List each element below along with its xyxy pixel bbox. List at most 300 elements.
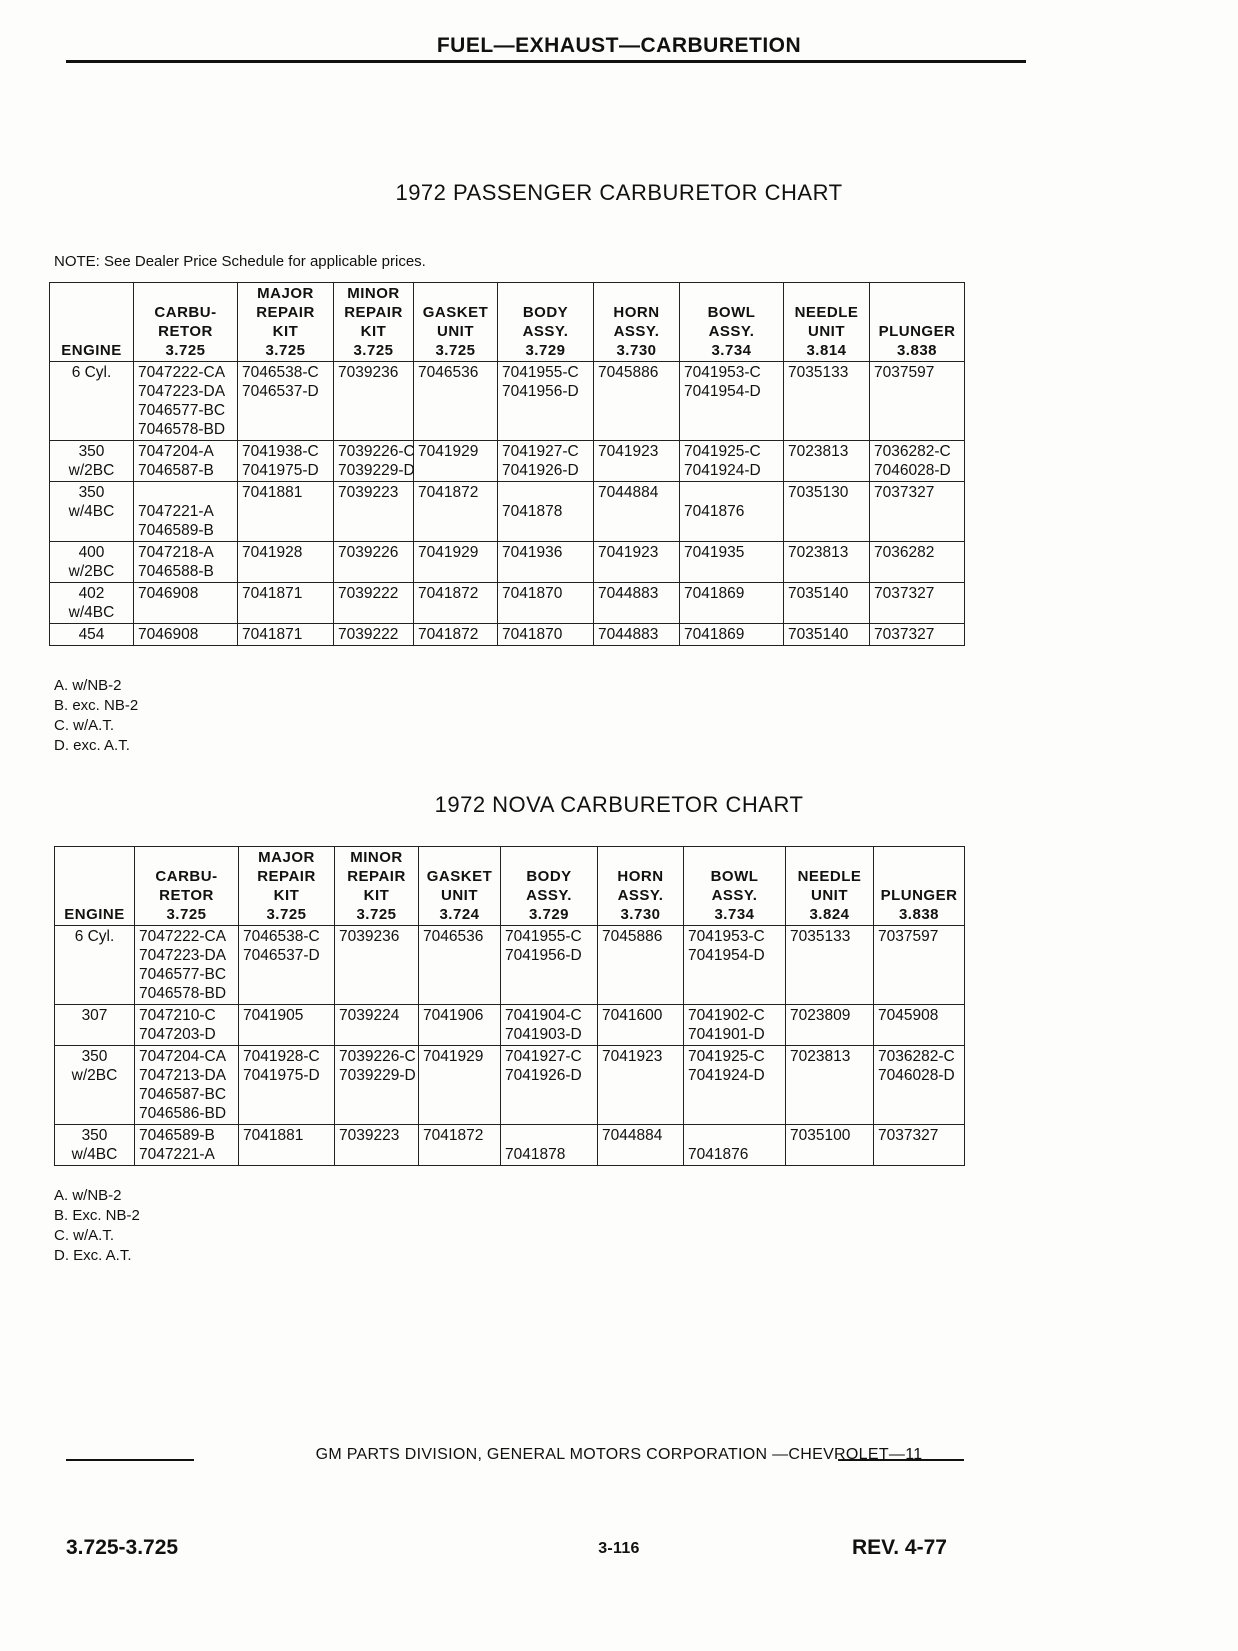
- part-number-cell: [786, 1046, 874, 1125]
- column-header: [134, 283, 238, 362]
- section-range: 3.725-3.725: [66, 1536, 179, 1559]
- cell-line: w/2BC: [68, 563, 115, 580]
- column-header: [501, 847, 598, 926]
- part-number-cell: [135, 1005, 239, 1046]
- cell-line: w/4BC: [68, 503, 115, 520]
- header-line: ASSY.: [526, 887, 572, 904]
- part-number-cell: [498, 362, 594, 441]
- header-line: RETOR: [159, 887, 214, 904]
- header-line: UNIT: [437, 323, 474, 340]
- cell-line: 7047213-DA: [139, 1067, 227, 1084]
- cell-line: 7023813: [788, 443, 849, 460]
- footnote: C. w/A.T.: [54, 717, 115, 734]
- cell-line: 7041878: [505, 1146, 566, 1163]
- header-line: [602, 848, 679, 867]
- footnote: D. exc. A.T.: [54, 737, 130, 754]
- engine-cell: [50, 542, 134, 583]
- cell-line: 7035133: [790, 928, 851, 945]
- part-number-cell: [680, 583, 784, 624]
- cell-line: 7041938-C: [242, 443, 319, 460]
- engine-cell: [50, 583, 134, 624]
- cell-line: 7041925-C: [688, 1048, 765, 1065]
- header-line: REPAIR: [344, 304, 403, 321]
- cell-line: 7039223: [338, 484, 399, 501]
- part-number-cell: [239, 1005, 335, 1046]
- cell-line: 7041924-D: [688, 1067, 765, 1084]
- part-number-cell: [419, 1046, 501, 1125]
- part-number-cell: [501, 1125, 598, 1166]
- cell-line: 7041904-C: [505, 1007, 582, 1024]
- cell-line: 7046538-C: [242, 364, 319, 381]
- cell-line: 350: [78, 484, 105, 501]
- part-number-cell: [680, 362, 784, 441]
- part-number-cell: [335, 1046, 419, 1125]
- part-number-cell: [134, 441, 238, 482]
- part-number-cell: [335, 1125, 419, 1166]
- part-number-cell: [874, 926, 965, 1005]
- header-line: 3.725: [166, 906, 207, 923]
- part-number-cell: [870, 624, 965, 646]
- header-line: CARBU-: [155, 868, 218, 885]
- cell-line: 7041901-D: [688, 1026, 765, 1043]
- part-number-cell: [786, 1005, 874, 1046]
- header-line: 3.725: [435, 342, 476, 359]
- column-header: [598, 847, 684, 926]
- cell-line: 7041929: [423, 1048, 484, 1065]
- header-line: REPAIR: [256, 304, 315, 321]
- cell-line: [688, 1126, 781, 1145]
- cell-line: 7039226-C: [339, 1048, 416, 1065]
- part-number-cell: [501, 1005, 598, 1046]
- header-line: UNIT: [811, 887, 848, 904]
- cell-line: 7041876: [684, 503, 745, 520]
- footnote: C. w/A.T.: [54, 1227, 115, 1244]
- column-header: [335, 847, 419, 926]
- cell-line: 7035133: [788, 364, 849, 381]
- part-number-cell: [335, 926, 419, 1005]
- part-number-cell: [784, 441, 870, 482]
- header-line: 3.724: [439, 906, 480, 923]
- cell-line: 7041881: [242, 484, 303, 501]
- part-number-cell: [239, 1046, 335, 1125]
- cell-line: 7047210-C: [139, 1007, 216, 1024]
- cell-line: 7044883: [598, 626, 659, 643]
- part-number-cell: [874, 1005, 965, 1046]
- part-number-cell: [498, 583, 594, 624]
- part-number-cell: [498, 624, 594, 646]
- header-line: BOWL: [707, 304, 756, 321]
- header-line: UNIT: [441, 887, 478, 904]
- header-line: [418, 284, 493, 303]
- table-header-row: [50, 283, 965, 362]
- part-number-cell: [594, 482, 680, 542]
- part-number-cell: [498, 542, 594, 583]
- cell-line: 7041926-D: [502, 462, 579, 479]
- cell-line: 350: [78, 443, 105, 460]
- cell-line: 7047222-CA: [139, 928, 227, 945]
- cell-line: w/2BC: [68, 462, 115, 479]
- cell-line: 7023809: [790, 1007, 851, 1024]
- part-number-cell: [784, 624, 870, 646]
- header-line: GASKET: [426, 868, 493, 885]
- cell-line: 7041975-D: [242, 462, 319, 479]
- header-line: MINOR: [350, 849, 403, 866]
- cell-line: 7041956-D: [505, 947, 582, 964]
- cell-line: 7023813: [788, 544, 849, 561]
- table-row: [55, 1046, 965, 1125]
- header-line: KIT: [273, 887, 300, 904]
- part-number-cell: [498, 482, 594, 542]
- cell-line: 7041925-C: [684, 443, 761, 460]
- part-number-cell: [684, 1046, 786, 1125]
- cell-line: 7037327: [874, 626, 935, 643]
- header-line: REPAIR: [347, 868, 406, 885]
- page-number: 3-116: [598, 1540, 640, 1557]
- part-number-cell: [598, 1125, 684, 1166]
- cell-line: 7041871: [242, 585, 303, 602]
- part-number-cell: [501, 926, 598, 1005]
- header-line: MINOR: [347, 285, 400, 302]
- header-line: 3.725: [266, 906, 307, 923]
- cell-line: 7045886: [602, 928, 663, 945]
- cell-line: 7039222: [338, 626, 399, 643]
- column-header: [498, 283, 594, 362]
- part-number-cell: [334, 624, 414, 646]
- cell-line: 7041954-D: [684, 383, 761, 400]
- cell-line: 7039226-C: [338, 443, 415, 460]
- cell-line: 7046908: [138, 626, 199, 643]
- part-number-cell: [238, 441, 334, 482]
- part-number-cell: [870, 362, 965, 441]
- cell-line: 7046578-BD: [139, 985, 227, 1002]
- cell-line: 7047221-A: [138, 503, 214, 520]
- cell-line: 454: [78, 626, 105, 643]
- cell-line: 7047223-DA: [138, 383, 226, 400]
- part-number-cell: [134, 482, 238, 542]
- cell-line: 7035140: [788, 585, 849, 602]
- header-line: 3.725: [165, 342, 206, 359]
- cell-line: 7041902-C: [688, 1007, 765, 1024]
- cell-line: [684, 483, 779, 502]
- cell-line: 7041953-C: [684, 364, 761, 381]
- part-number-cell: [335, 1005, 419, 1046]
- header-line: ASSY.: [613, 323, 660, 340]
- cell-line: 7041975-D: [243, 1067, 320, 1084]
- cell-line: 7041905: [243, 1007, 304, 1024]
- engine-cell: [50, 482, 134, 542]
- cell-line: 6 Cyl.: [74, 928, 115, 945]
- part-number-cell: [419, 1125, 501, 1166]
- part-number-cell: [786, 1125, 874, 1166]
- cell-line: 7039229-D: [338, 462, 415, 479]
- cell-line: [138, 483, 233, 502]
- cell-line: 7041869: [684, 626, 745, 643]
- cell-line: 7047221-A: [139, 1146, 215, 1163]
- footnote: B. exc. NB-2: [54, 697, 139, 714]
- header-line: [878, 867, 960, 886]
- header-line: BODY: [522, 304, 569, 321]
- part-number-cell: [134, 362, 238, 441]
- cell-line: 350: [81, 1048, 108, 1065]
- cell-line: 7045886: [598, 364, 659, 381]
- cell-line: 350: [81, 1127, 108, 1144]
- passenger-chart-title: 1972 PASSENGER CARBURETOR CHART: [395, 180, 843, 205]
- header-line: UNIT: [808, 323, 845, 340]
- column-header: [238, 283, 334, 362]
- cell-line: 7041923: [598, 544, 659, 561]
- column-header: [680, 283, 784, 362]
- header-line: [688, 848, 781, 867]
- cell-line: 7046028-D: [878, 1067, 955, 1084]
- cell-line: 7046589-B: [138, 522, 214, 539]
- header-line: MAJOR: [258, 849, 315, 866]
- table-row: [50, 542, 965, 583]
- column-header: [594, 283, 680, 362]
- part-number-cell: [239, 1125, 335, 1166]
- part-number-cell: [684, 1005, 786, 1046]
- cell-line: 7035100: [790, 1127, 851, 1144]
- header-line: 3.824: [809, 906, 850, 923]
- header-line: ASSY.: [617, 887, 664, 904]
- table-header-row: [55, 847, 965, 926]
- part-number-cell: [870, 583, 965, 624]
- header-line: NEEDLE: [797, 868, 862, 885]
- cell-line: 7046586-BD: [139, 1105, 227, 1122]
- cell-line: 7046577-BC: [138, 402, 226, 419]
- cell-line: 7046587-BC: [139, 1086, 227, 1103]
- column-header: [334, 283, 414, 362]
- header-line: CARBU-: [154, 304, 217, 321]
- header-line: [874, 303, 960, 322]
- cell-line: 7037597: [878, 928, 939, 945]
- header-line: [59, 848, 130, 867]
- cell-line: 7046537-D: [243, 947, 320, 964]
- cell-line: 402: [78, 585, 105, 602]
- cell-line: 7047203-D: [139, 1026, 216, 1043]
- part-number-cell: [414, 441, 498, 482]
- cell-line: 7041872: [418, 484, 479, 501]
- header-line: [59, 886, 130, 905]
- header-line: ASSY.: [708, 323, 755, 340]
- engine-cell: [55, 1005, 135, 1046]
- engine-cell: [50, 441, 134, 482]
- cell-line: 7035140: [788, 626, 849, 643]
- header-line: [684, 284, 779, 303]
- header-line: PLUNGER: [878, 323, 956, 340]
- column-header: [50, 283, 134, 362]
- header-line: [423, 848, 496, 867]
- cell-line: 7046578-BD: [138, 421, 226, 438]
- cell-line: 7041923: [598, 443, 659, 460]
- column-header: [684, 847, 786, 926]
- cell-line: 7046538-C: [243, 928, 320, 945]
- header-line: ENGINE: [64, 906, 125, 923]
- header-line: [502, 284, 589, 303]
- cell-line: 7041923: [602, 1048, 663, 1065]
- header-line: PLUNGER: [880, 887, 958, 904]
- cell-line: 7039222: [338, 585, 399, 602]
- cell-line: 7037327: [878, 1127, 939, 1144]
- part-number-cell: [684, 1125, 786, 1166]
- part-number-cell: [680, 542, 784, 583]
- column-header: [874, 847, 965, 926]
- header-line: RETOR: [158, 323, 213, 340]
- part-number-cell: [870, 482, 965, 542]
- part-number-cell: [594, 542, 680, 583]
- part-number-cell: [238, 542, 334, 583]
- part-number-cell: [419, 926, 501, 1005]
- cell-line: 7039224: [339, 1007, 400, 1024]
- header-line: BODY: [526, 868, 572, 885]
- part-number-cell: [598, 1005, 684, 1046]
- price-note: NOTE: See Dealer Price Schedule for applicable prices.: [54, 253, 426, 270]
- cell-line: 7044884: [598, 484, 659, 501]
- engine-cell: [55, 1046, 135, 1125]
- header-line: 3.730: [620, 906, 661, 923]
- cell-line: 7041876: [688, 1146, 749, 1163]
- header-line: [139, 848, 234, 867]
- part-number-cell: [419, 1005, 501, 1046]
- cell-line: 7039236: [339, 928, 400, 945]
- cell-line: [502, 483, 589, 502]
- header-line: [788, 284, 865, 303]
- part-number-cell: [784, 583, 870, 624]
- header-line: 3.730: [616, 342, 657, 359]
- cell-line: 7041872: [423, 1127, 484, 1144]
- cell-line: 7047204-CA: [139, 1048, 227, 1065]
- cell-line: 7037597: [874, 364, 935, 381]
- header-line: [54, 322, 129, 341]
- cell-line: 7041929: [418, 443, 479, 460]
- part-number-cell: [334, 583, 414, 624]
- cell-line: 7041953-C: [688, 928, 765, 945]
- part-number-cell: [680, 624, 784, 646]
- header-line: [790, 848, 869, 867]
- part-number-cell: [680, 482, 784, 542]
- header-line: MAJOR: [257, 285, 314, 302]
- passenger-carburetor-table: [49, 282, 965, 646]
- header-line: HORN: [617, 868, 664, 885]
- part-number-cell: [238, 583, 334, 624]
- cell-line: 7041906: [423, 1007, 484, 1024]
- part-number-cell: [786, 926, 874, 1005]
- cell-line: 400: [78, 544, 105, 561]
- part-number-cell: [784, 542, 870, 583]
- cell-line: 7041870: [502, 626, 563, 643]
- cell-line: 7041954-D: [688, 947, 765, 964]
- cell-line: 7035130: [788, 484, 849, 501]
- cell-line: w/4BC: [71, 1146, 118, 1163]
- column-header: [786, 847, 874, 926]
- cell-line: 7041924-D: [684, 462, 761, 479]
- table-row: [50, 441, 965, 482]
- part-number-cell: [684, 926, 786, 1005]
- cell-line: 7046589-B: [139, 1127, 215, 1144]
- page-header-title: FUEL—EXHAUST—CARBURETION: [436, 34, 802, 57]
- header-line: [598, 284, 675, 303]
- header-line: NEEDLE: [794, 304, 859, 321]
- cell-line: 7041870: [502, 585, 563, 602]
- part-number-cell: [784, 362, 870, 441]
- cell-line: 7047222-CA: [138, 364, 226, 381]
- cell-line: 7041871: [242, 626, 303, 643]
- column-header: [135, 847, 239, 926]
- part-number-cell: [414, 362, 498, 441]
- part-number-cell: [594, 441, 680, 482]
- cell-line: 7041869: [684, 585, 745, 602]
- cell-line: 7039236: [338, 364, 399, 381]
- cell-line: 7036282-C: [878, 1048, 955, 1065]
- part-number-cell: [135, 926, 239, 1005]
- engine-cell: [50, 362, 134, 441]
- part-number-cell: [135, 1046, 239, 1125]
- header-line: [878, 848, 960, 867]
- part-number-cell: [414, 583, 498, 624]
- cell-line: 7039229-D: [339, 1067, 416, 1084]
- part-number-cell: [134, 583, 238, 624]
- part-number-cell: [238, 624, 334, 646]
- part-number-cell: [414, 482, 498, 542]
- cell-line: 7041928-C: [243, 1048, 320, 1065]
- cell-line: 7046537-D: [242, 383, 319, 400]
- header-line: ASSY.: [522, 323, 569, 340]
- header-line: 3.729: [525, 342, 566, 359]
- column-header: [55, 847, 135, 926]
- cell-line: 7046577-BC: [139, 966, 227, 983]
- part-number-cell: [134, 542, 238, 583]
- header-line: BOWL: [710, 868, 759, 885]
- header-line: [54, 303, 129, 322]
- cell-line: 7041928: [242, 544, 303, 561]
- part-number-cell: [238, 362, 334, 441]
- column-header: [239, 847, 335, 926]
- cell-line: 7045908: [878, 1007, 939, 1024]
- cell-line: 7037327: [874, 585, 935, 602]
- cell-line: 7047223-DA: [139, 947, 227, 964]
- header-line: GASKET: [422, 304, 489, 321]
- part-number-cell: [134, 624, 238, 646]
- part-number-cell: [334, 482, 414, 542]
- cell-line: 7041926-D: [505, 1067, 582, 1084]
- header-line: KIT: [363, 887, 390, 904]
- part-number-cell: [414, 542, 498, 583]
- cell-line: 7041955-C: [502, 364, 579, 381]
- header-line: 3.725: [356, 906, 397, 923]
- cell-line: 7046908: [138, 585, 199, 602]
- nova-footnotes: [54, 1186, 140, 1266]
- cell-line: 7041935: [684, 544, 745, 561]
- cell-line: [505, 1126, 593, 1145]
- footnote: B. Exc. NB-2: [54, 1207, 140, 1224]
- cell-line: 7041956-D: [502, 383, 579, 400]
- cell-line: 7041936: [502, 544, 563, 561]
- cell-line: 7041927-C: [505, 1048, 582, 1065]
- header-line: 3.725: [353, 342, 394, 359]
- engine-cell: [50, 624, 134, 646]
- header-line: [874, 284, 960, 303]
- cell-line: 7041881: [243, 1127, 304, 1144]
- cell-line: 7041927-C: [502, 443, 579, 460]
- table-row: [55, 1125, 965, 1166]
- part-number-cell: [414, 624, 498, 646]
- header-line: 3.838: [898, 906, 940, 923]
- column-header: [870, 283, 965, 362]
- cell-line: 7039226: [338, 544, 399, 561]
- passenger-footnotes: [54, 676, 138, 756]
- cell-line: 7044884: [602, 1127, 663, 1144]
- cell-line: 7041872: [418, 626, 479, 643]
- header-line: 3.734: [711, 342, 752, 359]
